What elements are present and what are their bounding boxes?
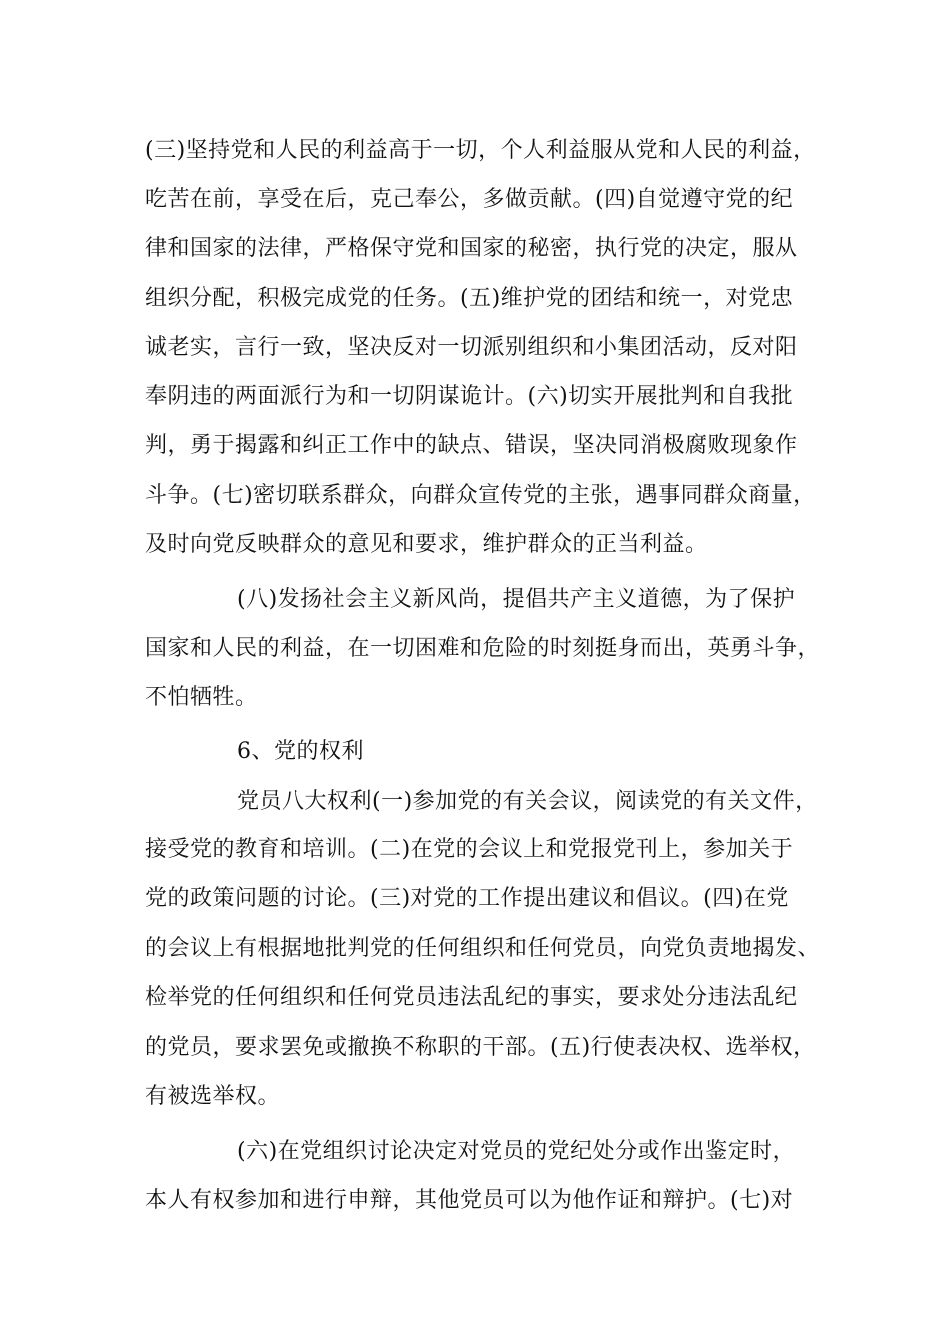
text-line: 的党员，要求罢免或撤换不称职的干部。(五)行使表决权、选举权， <box>145 1035 816 1060</box>
text-line: 本人有权参加和进行申辩，其他党员可以为他作证和辩护。(七)对 <box>145 1188 794 1213</box>
text-line: 律和国家的法律，严格保守党和国家的秘密，执行党的决定，服从 <box>145 236 798 261</box>
text-line: 奉阴违的两面派行为和一切阴谋诡计。(六)切实开展批判和自我批 <box>145 384 794 409</box>
paragraph-start-line: 党员八大权利(一)参加党的有关会议，阅读党的有关文件， <box>237 789 818 814</box>
text-line: 检举党的任何组织和任何党员违法乱纪的事实，要求处分违法乱纪 <box>145 985 798 1010</box>
text-line: 斗争。(七)密切联系群众，向群众宣传党的主张，遇事同群众商量， <box>145 483 816 508</box>
text-line: 接受党的教育和培训。(二)在党的会议上和党报党刊上，参加关于 <box>145 837 794 862</box>
text-line: 及时向党反映群众的意见和要求，维护群众的正当利益。 <box>145 532 708 557</box>
section-heading: 6、党的权利 <box>237 739 364 764</box>
text-line: 诚老实，言行一致，坚决反对一切派别组织和小集团活动，反对阳 <box>145 335 798 360</box>
text-line: 组织分配，积极完成党的任务。(五)维护党的团结和统一，对党忠 <box>145 286 794 311</box>
text-line: 不怕牺牲。 <box>145 685 258 710</box>
text-line: 吃苦在前，享受在后，克己奉公，多做贡献。(四)自觉遵守党的纪 <box>145 187 794 212</box>
text-line: 有被选举权。 <box>145 1084 281 1109</box>
paragraph-start-line: (六)在党组织讨论决定对党员的党纪处分或作出鉴定时， <box>237 1139 796 1164</box>
text-line: 判，勇于揭露和纠正工作中的缺点、错误，坚决同消极腐败现象作 <box>145 433 798 458</box>
text-line: 党的政策问题的讨论。(三)对党的工作提出建议和倡议。(四)在党 <box>145 886 789 911</box>
text-line: 国家和人民的利益，在一切困难和危险的时刻挺身而出，英勇斗争， <box>145 636 821 661</box>
paragraph-start-line: (八)发扬社会主义新风尚，提倡共产主义道德，为了保护 <box>237 587 796 612</box>
text-line: 的会议上有根据地批判党的任何组织和任何党员，向党负责地揭发、 <box>145 936 821 961</box>
text-line: (三)坚持党和人民的利益高于一切，个人利益服从党和人民的利益， <box>145 138 816 163</box>
